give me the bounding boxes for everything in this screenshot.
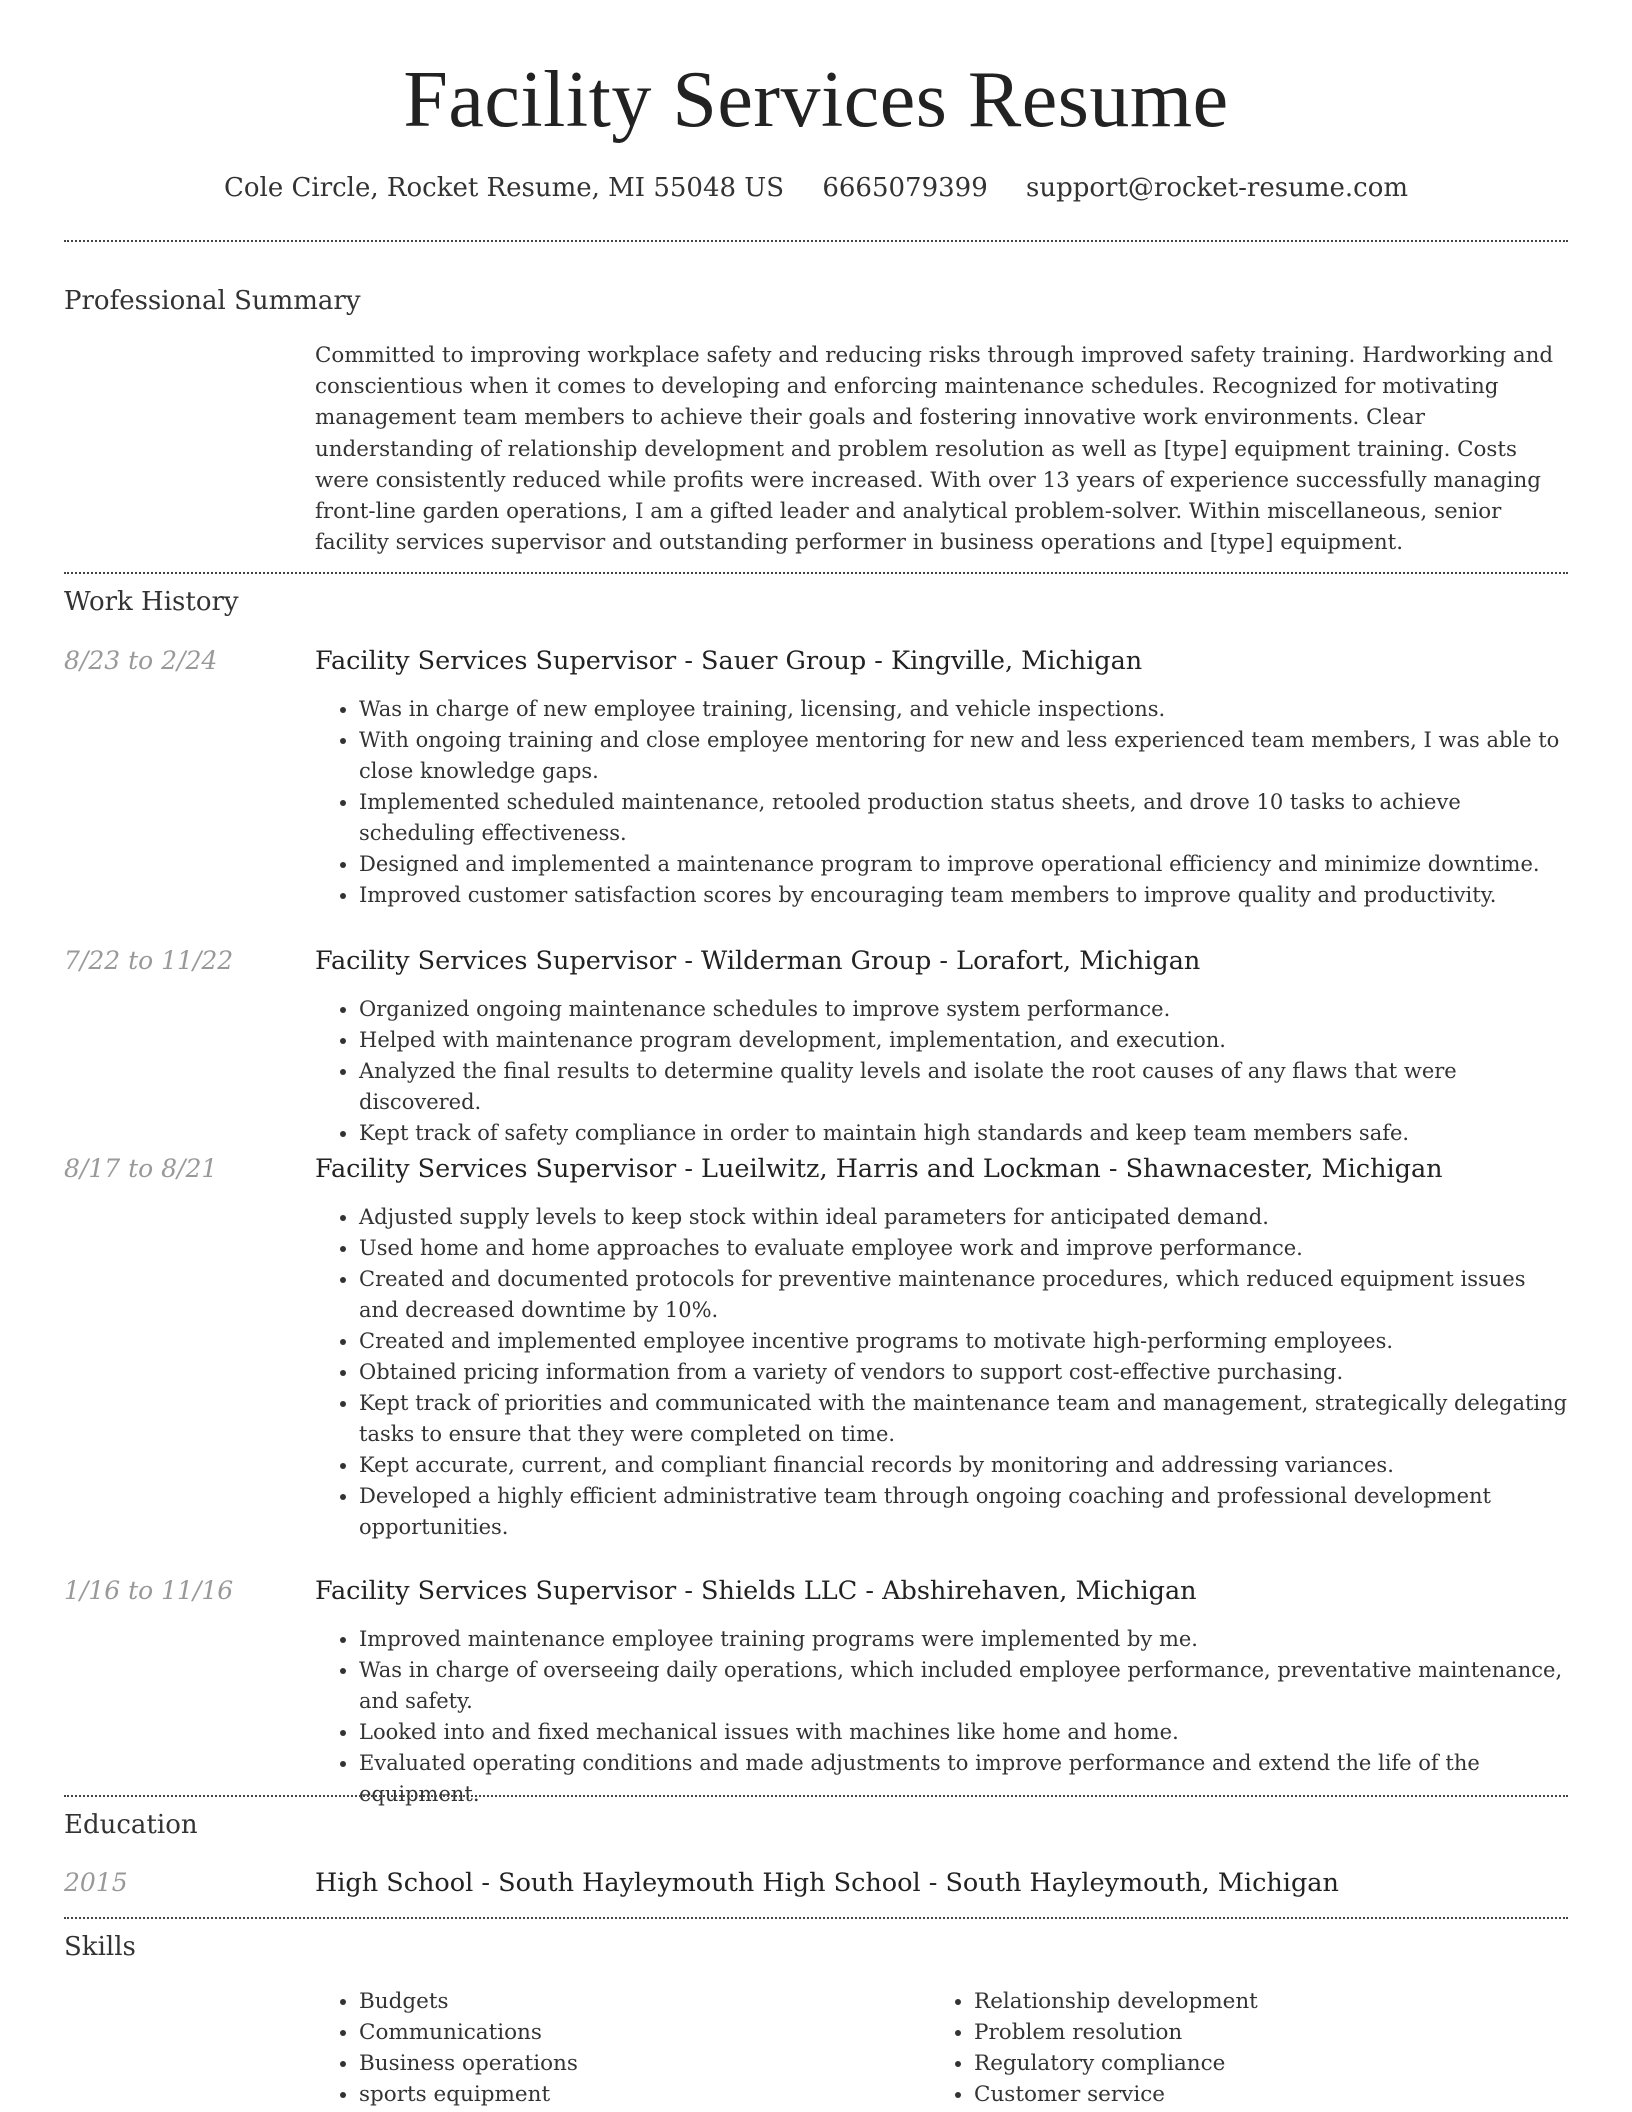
contact-line	[0, 170, 1632, 206]
divider	[64, 1917, 1568, 1919]
job-bullet: • Kept track of safety compliance in order to maintain high standards and keep team members safe.	[359, 1118, 1568, 1149]
job-bullets	[315, 1202, 1568, 1543]
skill-item: • Budgets	[359, 1986, 915, 2017]
job-bullet: • Organized ongoing maintenance schedules to improve system performance.	[359, 994, 1568, 1025]
divider	[64, 240, 1568, 242]
job-title: Facility Services Supervisor - Shields LLC - Abshirehaven, Michigan	[315, 1576, 1197, 1606]
job-bullet: • Kept track of priorities and communicated with the maintenance team and management, strategically delegating tasks to ensure that they were completed on time.	[359, 1388, 1568, 1450]
job-bullet: • With ongoing training and close employee mentoring for new and less experienced team members, I was able to close knowledge gaps.	[359, 725, 1568, 787]
job-dates: 1/16 to 11/16	[64, 1576, 234, 1605]
skill-item: • Regulatory compliance	[974, 2048, 1530, 2079]
section-heading-education: Education	[64, 1810, 198, 1840]
divider	[64, 572, 1568, 574]
job-bullet: • Created and documented protocols for preventive maintenance procedures, which reduced equipment issues and decreased downtime by 10%.	[359, 1264, 1568, 1326]
job-title: Facility Services Supervisor - Wilderman Group - Lorafort, Michigan	[315, 946, 1201, 976]
job-bullet: • Helped with maintenance program development, implementation, and execution.	[359, 1025, 1568, 1056]
job-bullets	[315, 994, 1568, 1149]
resume-title: Facility Services Resume	[403, 56, 1229, 144]
job-bullet: • Obtained pricing information from a variety of vendors to support cost-effective purchasing.	[359, 1357, 1568, 1388]
job-bullet: • Was in charge of new employee training, licensing, and vehicle inspections.	[359, 694, 1568, 725]
skill-item: • sports equipment	[359, 2079, 915, 2110]
divider	[64, 1795, 1568, 1797]
job-bullet: • Looked into and fixed mechanical issues with machines like home and home.	[359, 1717, 1568, 1748]
education-entry: High School - South Hayleymouth High School - South Hayleymouth, Michigan	[315, 1868, 1339, 1898]
job-bullet: • Designed and implemented a maintenance program to improve operational efficiency and minimize downtime.	[359, 849, 1568, 880]
skill-item: • Relationship development	[974, 1986, 1530, 2017]
job-bullet: • Analyzed the final results to determine quality levels and isolate the root causes of any flaws that were discovered.	[359, 1056, 1568, 1118]
job-bullet: • Improved customer satisfaction scores by encouraging team members to improve quality and productivity.	[359, 880, 1568, 911]
skill-item: • Customer service	[974, 2079, 1530, 2110]
job-bullets	[315, 1624, 1568, 1810]
job-bullet: • Was in charge of overseeing daily operations, which included employee performance, preventative maintenance, and safety.	[359, 1655, 1568, 1717]
job-title: Facility Services Supervisor - Lueilwitz, Harris and Lockman - Shawnacester, Michigan	[315, 1154, 1443, 1184]
skills-list-left	[315, 1986, 915, 2110]
skill-item: • Business operations	[359, 2048, 915, 2079]
job-dates: 7/22 to 11/22	[64, 946, 234, 975]
job-bullet: • Evaluated operating conditions and made adjustments to improve performance and extend the life of the equipment.	[359, 1748, 1568, 1810]
contact-email[interactable]: support@rocket-resume.com	[1026, 173, 1409, 203]
section-heading-skills: Skills	[64, 1932, 136, 1962]
contact-address: Cole Circle, Rocket Resume, MI 55048 US	[223, 173, 785, 203]
job-dates: 8/17 to 8/21	[64, 1154, 218, 1183]
skills-list-right	[930, 1986, 1530, 2110]
job-bullet: • Created and implemented employee incentive programs to motivate high-performing employees.	[359, 1326, 1568, 1357]
job-bullet: • Adjusted supply levels to keep stock within ideal parameters for anticipated demand.	[359, 1202, 1568, 1233]
job-bullet: • Kept accurate, current, and compliant financial records by monitoring and addressing variances.	[359, 1450, 1568, 1481]
job-title: Facility Services Supervisor - Sauer Group - Kingville, Michigan	[315, 646, 1143, 676]
skill-item: • Problem resolution	[974, 2017, 1530, 2048]
job-bullet: • Implemented scheduled maintenance, retooled production status sheets, and drove 10 tasks to achieve scheduling effectiveness.	[359, 787, 1568, 849]
section-heading-work-history: Work History	[64, 587, 239, 617]
education-year: 2015	[64, 1868, 128, 1897]
contact-phone: 6665079399	[822, 173, 988, 203]
job-bullet: • Improved maintenance employee training programs were implemented by me.	[359, 1624, 1568, 1655]
skill-item: • Communications	[359, 2017, 915, 2048]
job-bullets	[315, 694, 1568, 911]
job-bullet: • Developed a highly efficient administrative team through ongoing coaching and professional development opportunities.	[359, 1481, 1568, 1543]
job-dates: 8/23 to 2/24	[64, 646, 218, 675]
summary-text: Committed to improving workplace safety and reducing risks through improved safety training. Hardworking and conscientious when it comes to developing and enforcing maintenance schedules. Recognized for motivating management team members to achieve their goals and fostering innovative work environments. Clear understanding of relationship development and problem resolution as well as [type] equipment training. Costs were consistently reduced while profits were increased. With over 13 years of experience successfully managing front-line garden operations, I am a gifted leader and analytical problem-solver. Within miscellaneous, senior facility services supervisor and outstanding performer in business operations and [type] equipment.	[315, 343, 1554, 556]
section-heading-summary: Professional Summary	[64, 286, 361, 316]
job-bullet: • Used home and home approaches to evaluate employee work and improve performance.	[359, 1233, 1568, 1264]
